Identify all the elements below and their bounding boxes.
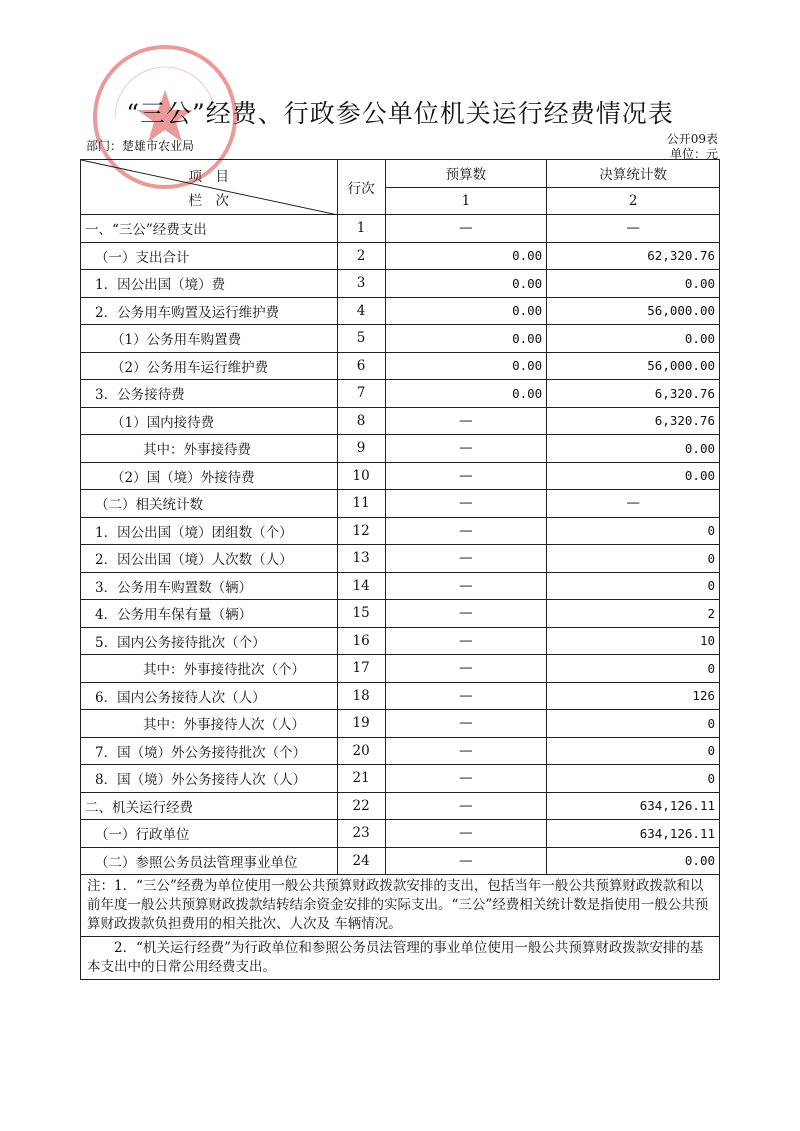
row-item: 其中：外事接待批次（个） <box>81 655 338 683</box>
row-final: 0 <box>547 655 720 683</box>
header-line-no: 行次 <box>337 160 385 215</box>
row-final: 6,320.76 <box>547 380 720 408</box>
table-row <box>81 792 720 820</box>
row-budget: — <box>385 737 547 765</box>
row-item: 其中：外事接待人次（人） <box>81 710 338 738</box>
row-budget: 0.00 <box>385 242 547 270</box>
row-budget: — <box>385 407 547 435</box>
row-budget: — <box>385 462 547 490</box>
table-row <box>81 737 720 765</box>
row-final: 0.00 <box>547 270 720 298</box>
row-item: （2）国（境）外接待费 <box>81 462 338 490</box>
row-final: 56,000.00 <box>547 297 720 325</box>
row-final: 634,126.11 <box>547 792 720 820</box>
row-item: 其中：外事接待费 <box>81 435 338 463</box>
row-item: （二）参照公务员法管理事业单位 <box>81 847 338 875</box>
row-final: 0.00 <box>547 435 720 463</box>
table-row <box>81 572 720 600</box>
row-line-no: 7 <box>337 380 385 408</box>
table-row <box>81 242 720 270</box>
header-final: 决算统计数 <box>547 160 720 188</box>
note-row-2 <box>81 937 720 980</box>
row-final: 0.00 <box>547 462 720 490</box>
notes-cell <box>81 875 720 937</box>
row-budget: — <box>385 655 547 683</box>
row-item: 7．国（境）外公务接待批次（个） <box>81 737 338 765</box>
row-line-no: 6 <box>337 352 385 380</box>
row-line-no: 9 <box>337 435 385 463</box>
row-final: 0 <box>547 765 720 793</box>
table-row <box>81 847 720 875</box>
row-item: 2．公务用车购置及运行维护费 <box>81 297 338 325</box>
row-budget: — <box>385 490 547 518</box>
row-budget: — <box>385 572 547 600</box>
row-final: 0 <box>547 517 720 545</box>
row-item: 3．公务接待费 <box>81 380 338 408</box>
note-2: 2．“机关运行经费”为行政单位和参照公务员法管理的事业单位使用一般公共预算财政拨款安排的基本支出中的日常公用经费支出。 <box>87 940 704 975</box>
row-item: 6．国内公务接待人次（人） <box>81 682 338 710</box>
row-final: 126 <box>547 682 720 710</box>
row-final: 0 <box>547 572 720 600</box>
row-budget: — <box>385 215 547 243</box>
table-row <box>81 462 720 490</box>
table-row <box>81 325 720 353</box>
row-final: 56,000.00 <box>547 352 720 380</box>
table-row <box>81 407 720 435</box>
row-final: 6,320.76 <box>547 407 720 435</box>
row-budget: — <box>385 710 547 738</box>
row-budget: — <box>385 682 547 710</box>
row-line-no: 15 <box>337 600 385 628</box>
table-row <box>81 820 720 848</box>
expense-table <box>80 159 720 980</box>
note-row <box>81 875 720 937</box>
row-line-no: 24 <box>337 847 385 875</box>
row-item: （一）行政单位 <box>81 820 338 848</box>
header-column-index: 栏 次 <box>188 193 230 209</box>
row-final: 62,320.76 <box>547 242 720 270</box>
table-row <box>81 600 720 628</box>
row-final: 0 <box>547 545 720 573</box>
row-final: — <box>547 490 720 518</box>
row-line-no: 19 <box>337 710 385 738</box>
row-item: 二、机关运行经费 <box>81 792 338 820</box>
row-item: 3．公务用车购置数（辆） <box>81 572 338 600</box>
table-row <box>81 517 720 545</box>
row-budget: 0.00 <box>385 325 547 353</box>
row-final: 0.00 <box>547 847 720 875</box>
row-budget: — <box>385 765 547 793</box>
unit-label: 单位：元 <box>669 147 718 161</box>
row-budget: — <box>385 517 547 545</box>
row-line-no: 8 <box>337 407 385 435</box>
table-row <box>81 545 720 573</box>
page-title: “三公”经费、行政参公单位机关运行经费情况表 <box>126 99 674 128</box>
row-budget: 0.00 <box>385 270 547 298</box>
row-item: （二）相关统计数 <box>81 490 338 518</box>
table-row <box>81 380 720 408</box>
row-item: （一）支出合计 <box>81 242 338 270</box>
row-line-no: 21 <box>337 765 385 793</box>
table-row <box>81 765 720 793</box>
row-final: — <box>547 215 720 243</box>
row-final: 2 <box>547 600 720 628</box>
form-code: 公开09表 <box>666 132 718 146</box>
row-item: （2）公务用车运行维护费 <box>81 352 338 380</box>
row-line-no: 1 <box>337 215 385 243</box>
row-final: 0 <box>547 737 720 765</box>
table-row <box>81 682 720 710</box>
header-final-index: 2 <box>547 187 720 215</box>
row-item: 1．因公出国（境）团组数（个） <box>81 517 338 545</box>
table-row <box>81 490 720 518</box>
row-budget: — <box>385 792 547 820</box>
notes-cell-2 <box>81 937 720 980</box>
row-line-no: 11 <box>337 490 385 518</box>
row-item: 8．国（境）外公务接待人次（人） <box>81 765 338 793</box>
table-row <box>81 270 720 298</box>
row-budget: 0.00 <box>385 380 547 408</box>
row-budget: — <box>385 847 547 875</box>
row-budget: 0.00 <box>385 352 547 380</box>
table-row <box>81 627 720 655</box>
row-budget: — <box>385 627 547 655</box>
row-budget: — <box>385 545 547 573</box>
row-line-no: 20 <box>337 737 385 765</box>
row-line-no: 22 <box>337 792 385 820</box>
row-line-no: 23 <box>337 820 385 848</box>
row-budget: — <box>385 435 547 463</box>
row-budget: — <box>385 820 547 848</box>
row-line-no: 2 <box>337 242 385 270</box>
row-budget: 0.00 <box>385 297 547 325</box>
row-line-no: 12 <box>337 517 385 545</box>
table-row <box>81 352 720 380</box>
row-item: 2．因公出国（境）人次数（人） <box>81 545 338 573</box>
table-row <box>81 215 720 243</box>
table-row <box>81 710 720 738</box>
row-line-no: 10 <box>337 462 385 490</box>
table-row <box>81 655 720 683</box>
row-final: 10 <box>547 627 720 655</box>
header-budget: 预算数 <box>385 160 547 188</box>
row-line-no: 17 <box>337 655 385 683</box>
row-item: 一、“三公”经费支出 <box>81 215 338 243</box>
table-row <box>81 297 720 325</box>
header-row <box>81 160 720 188</box>
header-item-cell <box>81 160 338 215</box>
row-item: 5．国内公务接待批次（个） <box>81 627 338 655</box>
table-row <box>81 435 720 463</box>
note-1: 注：1．“三公”经费为单位使用一般公共预算财政拨款安排的支出，包括当年一般公共预算财政拨款和以前年度一般公共预算财政拨款结转结余资金安排的实际支出。“三公”经费相关统计数是指使用一般公共预算财政拨款负担费用的相关批次、人次及 车辆情况。 <box>87 878 709 932</box>
department-label: 部门：楚雄市农业局 <box>86 139 195 153</box>
row-final: 0 <box>547 710 720 738</box>
row-final: 0.00 <box>547 325 720 353</box>
header-item: 项 目 <box>188 169 230 185</box>
row-line-no: 4 <box>337 297 385 325</box>
row-line-no: 5 <box>337 325 385 353</box>
row-line-no: 18 <box>337 682 385 710</box>
row-item: （1）公务用车购置费 <box>81 325 338 353</box>
row-budget: — <box>385 600 547 628</box>
header-budget-index: 1 <box>385 187 547 215</box>
row-line-no: 16 <box>337 627 385 655</box>
row-final: 634,126.11 <box>547 820 720 848</box>
row-item: 4．公务用车保有量（辆） <box>81 600 338 628</box>
row-item: 1．因公出国（境）费 <box>81 270 338 298</box>
table-body <box>81 215 720 875</box>
row-line-no: 3 <box>337 270 385 298</box>
row-line-no: 13 <box>337 545 385 573</box>
row-item: （1）国内接待费 <box>81 407 338 435</box>
row-line-no: 14 <box>337 572 385 600</box>
